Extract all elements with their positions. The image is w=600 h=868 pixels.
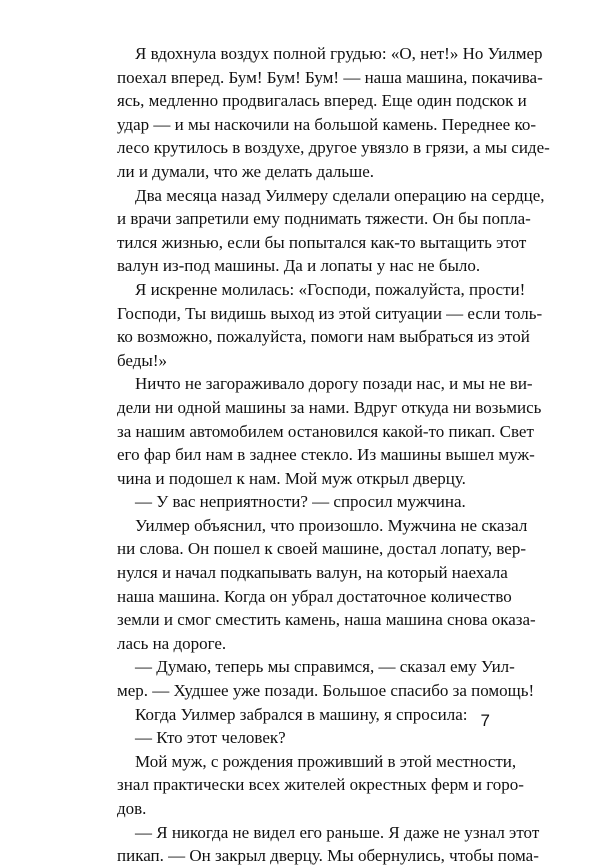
text-line: ко возможно, пожалуйста, помоги нам выбраться из этой [117,327,530,347]
page-number: 7 [480,711,490,730]
text-line: за нашим автомобилем остановился какой-то пикап. Свет [117,421,534,441]
text-line: ясь, медленно продвигалась вперед. Еще один подскок и [117,91,527,111]
text-line: — У вас неприятности? — спросил мужчина. [135,492,466,512]
text-line: лесо крутилось в воздухе, другое увязло в грязи, а мы сиде- [117,138,550,158]
text-line: удар — и мы наскочили на большой камень. Переднее ко- [117,114,537,134]
text-line: Два месяца назад Уилмеру сделали операцию на сердце, [135,185,545,205]
text-line: ли и думали, что же делать дальше. [117,161,375,181]
text-line: Ничто не загораживало дорогу позади нас, и мы не ви- [135,374,533,394]
text-line: земли и смог сместить камень, наша машина снова оказа- [117,610,536,630]
text-line: Мой муж, с рождения проживший в этой местности, [135,751,517,771]
text-line: наша машина. Когда он убрал достаточное количество [117,586,512,606]
text-line: лась на дороге. [117,633,227,653]
text-line: его фар бил нам в заднее стекло. Из машины вышел муж- [117,445,535,465]
text-line: — Кто этот человек? [135,728,286,748]
text-line: тился жизнью, если бы попытался как-то вытащить этот [117,232,527,252]
text-line: беды!» [117,350,167,370]
text-line: — Я никогда не видел его раньше. Я даже не узнал этот [135,822,540,842]
text-line: Я вдохнула воздух полной грудью: «О, нет!» Но Уилмер [135,44,543,63]
text-line: Господи, Ты видишь выход из этой ситуации — если толь- [117,303,543,323]
body-text [117,42,550,868]
text-line: поехал вперед. Бум! Бум! Бум! — наша машина, покачива- [117,67,543,87]
text-line: знал практически всех жителей окрестных ферм и горо- [117,775,524,795]
text-line: — Думаю, теперь мы справимся, — сказал ему Уил- [135,657,515,677]
text-line: валун из-под машины. Да и лопаты у нас не было. [117,256,481,276]
text-line: Я искренне молилась: «Господи, пожалуйста, прости! [135,279,526,299]
text-line: чина и подошел к нам. Мой муж открыл дверцу. [117,468,466,488]
text-line: Когда Уилмер забрался в машину, я спросила: [135,704,468,724]
text-line: пикап. — Он закрыл дверцу. Мы обернулись, чтобы пома- [117,846,539,866]
text-line: дов. [117,799,147,818]
text-line: дели ни одной машины за нами. Вдруг откуда ни возьмись [117,397,542,417]
text-line: Уилмер объяснил, что произошло. Мужчина не сказал [135,515,528,535]
text-line: ни слова. Он пошел к своей машине, достал лопату, вер- [117,539,527,559]
text-line: и врачи запретили ему поднимать тяжести. Он бы попла- [117,209,531,229]
text-line: нулся и начал подкапывать валун, на который наехала [117,563,508,583]
text-line: мер. — Худшее уже позади. Большое спасибо за помощь! [117,681,535,701]
